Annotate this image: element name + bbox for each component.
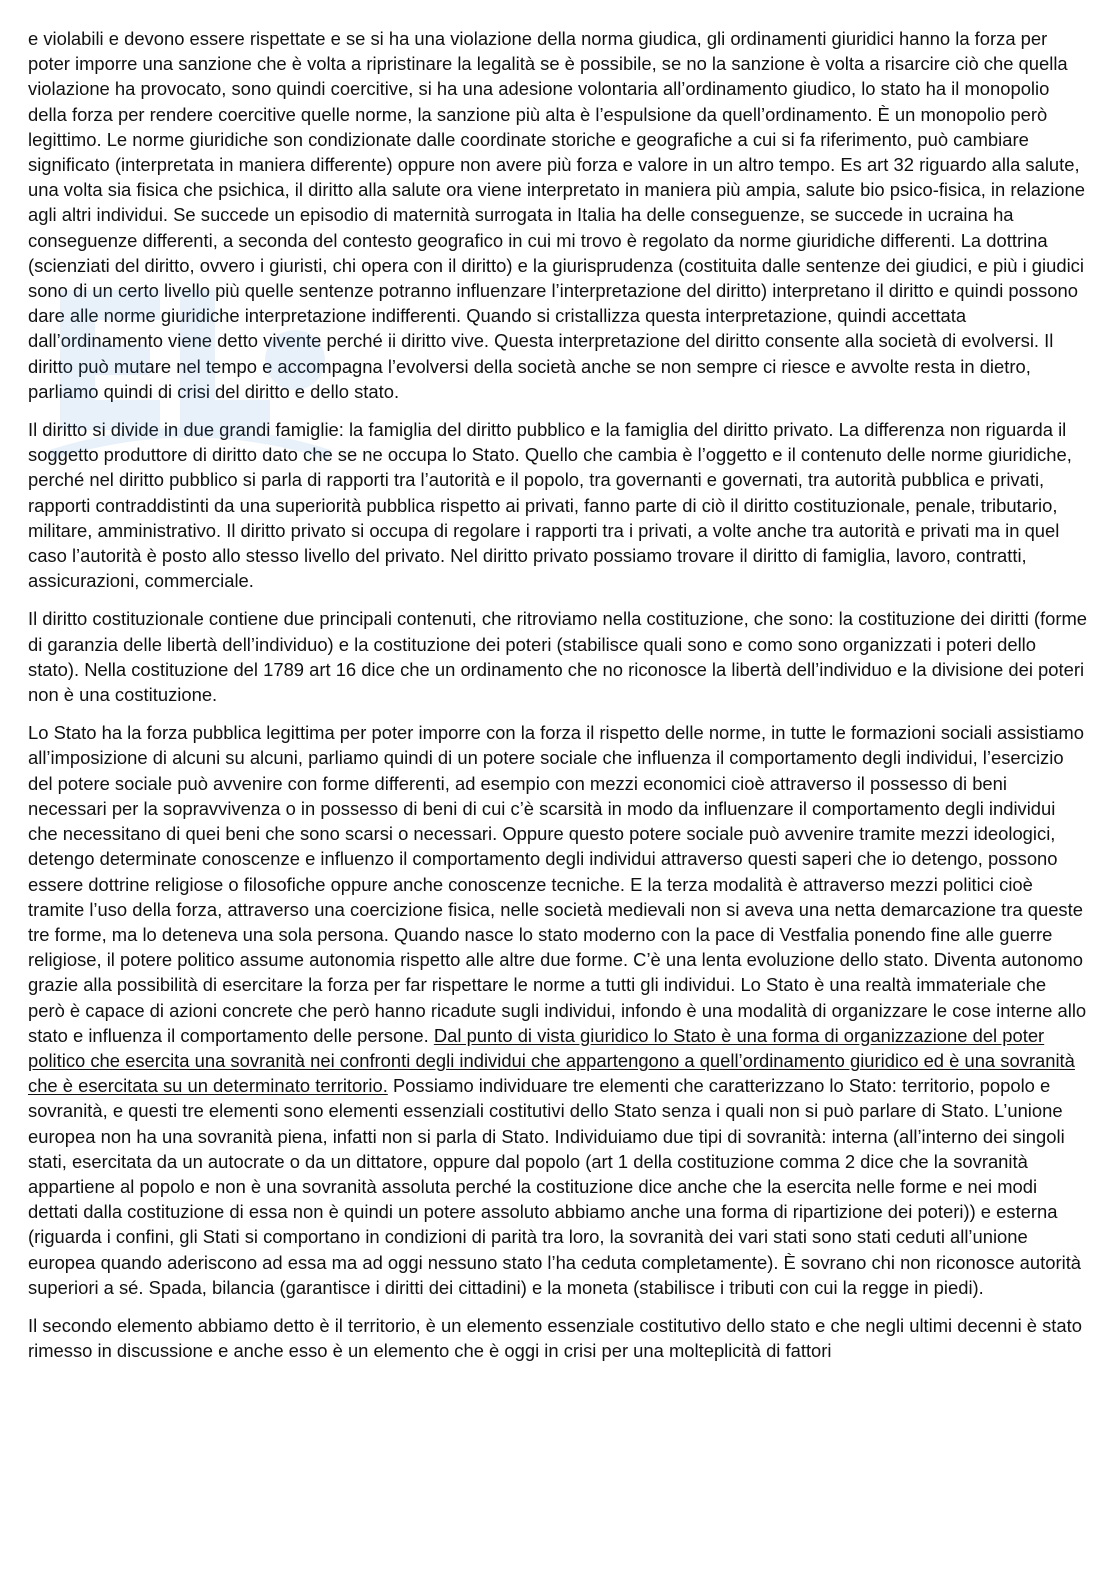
paragraph-3	[28, 606, 1088, 707]
document-body	[28, 26, 1088, 1363]
paragraph-2-text: Il diritto si divide in due grandi famiglie: la famiglia del diritto pubblico e la famiglia del diritto privato. La differenza non riguarda il soggetto produttore di diritto dato che se ne occupa lo Stato. Quello che cambia è l’oggetto e il contenuto delle norme giuridiche, perché nel diritto pubblico si parla di rapporti tra l’autorità e il popolo, tra governanti e governati, tra autorità pubblica e privati, rapporti contraddistinti da una superiorità pubblica rispetto ai privati, fanno parte di ciò il diritto costituzionale, penale, tributario, militare, amministrativo. Il diritto privato si occupa di regolare i rapporti tra i privati, a volte anche tra autorità e privati ma in quel caso l’autorità è posto allo stesso livello del privato. Nel diritto privato possiamo trovare il diritto di famiglia, lavoro, contratti, assicurazioni, commerciale.	[28, 419, 1072, 592]
paragraph-1	[28, 26, 1088, 404]
paragraph-4-underlined-definition: Dal punto di vista giuridico lo Stato è una forma di organizzazione del poter politico che esercita una sovranità nei confronti degli individui che appartengono a quell’ordinamento giuridico ed è una sovranità che è esercitata su un determinato territorio.	[28, 1024, 1075, 1097]
paragraph-2	[28, 417, 1088, 593]
paragraph-4-text-end: Possiamo individuare tre elementi che caratterizzano lo Stato: territorio, popolo e sovranità, e questi tre elementi sono elementi essenziali costitutivi dello Stato senza i quali non si può parlare di Stato. L’unione europea non ha una sovranità piena, infatti non si parla di Stato. Individuiamo due tipi di sovranità: interna (all’interno dei singoli stati, esercitata da un autocrate o da un dittatore, oppure dal popolo (art 1 della costituzione comma 2 dice che la sovranità appartiene al popolo e non è una sovranità assoluta perché la costituzione dice anche che la esercita nelle forme e nei modi dettati dalla costituzione di essa non è quindi un potere assoluto abbiamo anche una forma di ripartizione dei poteri)) e esterna (riguarda i confini, gli Stati si comportano in condizioni di parità tra loro, la sovranità dei vari stati sono stati ceduti all’unione europea quando aderiscono ad essa ma ad oggi nessuno stato l’ha ceduta completamente). È sovrano chi non riconosce autorità superiori a sé. Spada, bilancia (garantisce i diritti dei cittadini) e la moneta (stabilisce i tributi con cui la regge in piedi).	[28, 1075, 1082, 1298]
paragraph-5-text: Il secondo elemento abbiamo detto è il territorio, è un elemento essenziale costitutivo dello stato e che negli ultimi decenni è stato rimesso in discussione e anche esso è un elemento che è oggi in crisi per una molteplicità di fattori	[28, 1314, 1082, 1362]
paragraph-1-text: e violabili e devono essere rispettate e se si ha una violazione della norma giudica, gli ordinamenti giuridici hanno la forza per poter imporre una sanzione che è volta a ripristinare la legalità se è possibile, se no la sanzione è volta a risarcire ciò che quella violazione ha provocato, sono quindi coercitive, si ha una adesione volontaria all’ordinamento giudico, lo stato ha il monopolio della forza per rendere coercitive quelle norme, la sanzione più alta è l’espulsione da quell’ordinamento. È un monopolio però legittimo. Le norme giuridiche son condizionate dalle coordinate storiche e geografiche a cui si fa riferimento, può cambiare significato (interpretata in maniera differente) oppure non avere più forza e valore in un altro tempo. Es art 32 riguardo alla salute, una volta sia fisica che psichica, il diritto alla salute ora viene interpretato in maniera più ampia, salute bio psico-fisica, in relazione agli altri individui. Se succede un episodio di maternità surrogata in Italia ha delle conseguenze, se succede in ucraina ha conseguenze differenti, a seconda del contesto geografico in cui mi trovo è regolato da norme giuridiche differenti. La dottrina (scienziati del diritto, ovvero i giuristi, chi opera con il diritto) e la giurisprudenza (costituita dalle sentenze dei giudici, e più i giudici sono di un certo livello più quelle sentenze potranno influenzare l’interpretazione del diritto) interpretano il diritto e quindi possono dare alle norme giuridiche interpretazione indifferenti. Quando si cristallizza questa interpretazione, quindi accettata dall’ordinamento viene detto vivente perché ii diritto vive. Questa interpretazione del diritto consente alla società di evolversi. Il diritto può mutare nel tempo e accompagna l’evolversi della società anche se non sempre ci riesce e avvolte resta in dietro, parliamo quindi di crisi del diritto e dello stato.	[28, 28, 1085, 402]
paragraph-4-text-start: Lo Stato ha la forza pubblica legittima per poter imporre con la forza il rispetto delle norme, in tutte le formazioni sociali assistiamo all’imposizione di alcuni su alcuni, parliamo quindi di un potere sociale che influenza il comportamento degli individui, l’esercizio del potere sociale può avvenire con forme differenti, ad esempio con mezzi economici cioè attraverso il possesso di beni necessari per la sopravvivenza o in possesso di beni di cui c’è scarsità in modo da influenzare il comportamento degli individui che necessitano di quei beni che sono scarsi o necessari. Oppure questo potere sociale può avvenire tramite mezzi ideologici, detengo determinate conoscenze e influenzo il comportamento degli individui attraverso questi saperi che io detengo, possono essere dottrine religiose o filosofiche oppure anche conoscenze tecniche. E la terza modalità è attraverso mezzi politici cioè tramite l’uso della forza, attraverso una coercizione fisica, nelle società medievali non si aveva una netta demarcazione tra queste tre forme, ma lo deteneva una sola persona. Quando nasce lo stato moderno con la pace di Vestfalia ponendo fine alle guerre religiose, il potere politico assume autonomia rispetto alle altre due forme. C’è una lenta evoluzione dello stato. Diventa autonomo grazie alla possibilità di esercitare la forza per far rispettare le norme a tutti gli individui. Lo Stato è una realtà immateriale che però è capace di azioni concrete che però hanno ricadute sugli individui, infondo è una modalità di organizzare le cose interne allo stato e influenza il comportamento delle persone.	[28, 722, 1087, 1046]
paragraph-5	[28, 1313, 1088, 1363]
paragraph-4	[28, 720, 1088, 1300]
paragraph-3-text: Il diritto costituzionale contiene due principali contenuti, che ritroviamo nella costituzione, che sono: la costituzione dei diritti (forme di garanzia delle libertà dell’individuo) e la costituzione dei poteri (stabilisce quali sono e como sono organizzati i poteri dello stato). Nella costituzione del 1789 art 16 dice che un ordinamento che no riconosce la libertà dell’individuo e la divisione dei poteri non è una costituzione.	[28, 608, 1088, 706]
